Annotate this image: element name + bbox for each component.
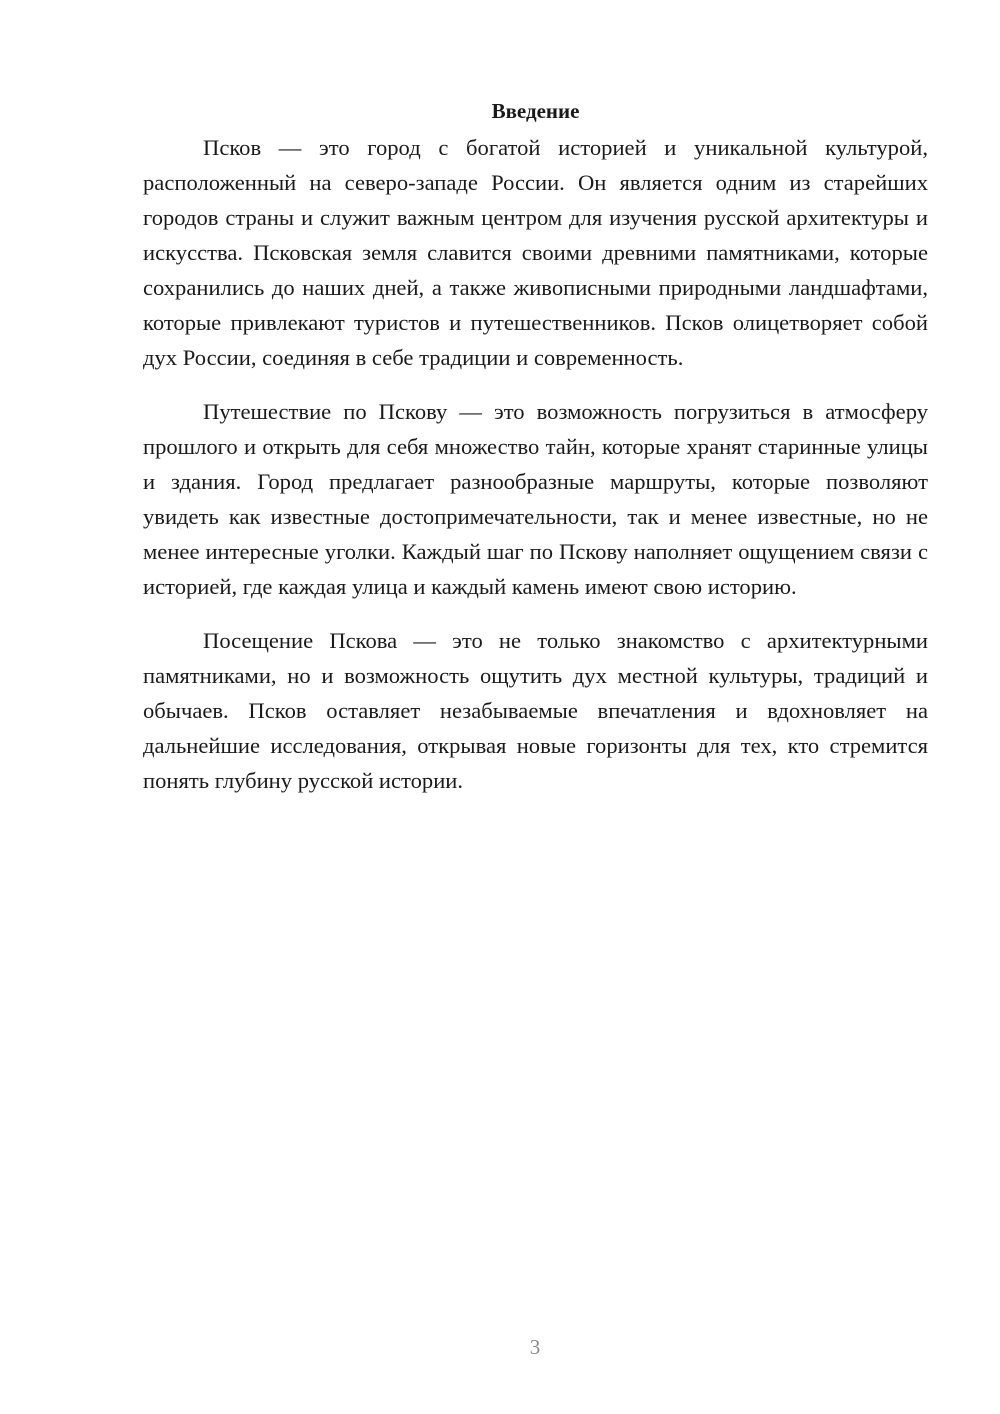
section-heading: Введение xyxy=(491,99,580,123)
paragraph-1: Псков — это город с богатой историей и уникальной культурой, расположенный на северо-западе России. Он является одним из старейших городов страны и служит важным центром для изучения русской архитектуры и искусства. Псковская земля славится своими древними памятниками, которые сохранились до наших дней, а также живописными природными ландшафтами, которые привлекают туристов и путешественников. Псков олицетворяет собой дух России, соединяя в себе традиции и современность. xyxy=(143,135,928,370)
page-number: 3 xyxy=(529,1335,541,1359)
page-content xyxy=(143,96,928,817)
paragraph-2: Путешествие по Пскову — это возможность погрузиться в атмосферу прошлого и открыть для себя множество тайн, которые хранят старинные улицы и здания. Город предлагает разнообразные маршруты, которые позволяют увидеть как известные достопримечательности, так и менее известные, но не менее интересные уголки. Каждый шаг по Пскову наполняет ощущением связи с историей, где каждая улица и каждый камень имеют свою историю. xyxy=(143,399,928,599)
paragraph-3: Посещение Пскова — это не только знакомство с архитектурными памятниками, но и возможность ощутить дух местной культуры, традиций и обычаев. Псков оставляет незабываемые впечатления и вдохновляет на дальнейшие исследования, открывая новые горизонты для тех, кто стремится понять глубину русской истории. xyxy=(143,628,928,793)
